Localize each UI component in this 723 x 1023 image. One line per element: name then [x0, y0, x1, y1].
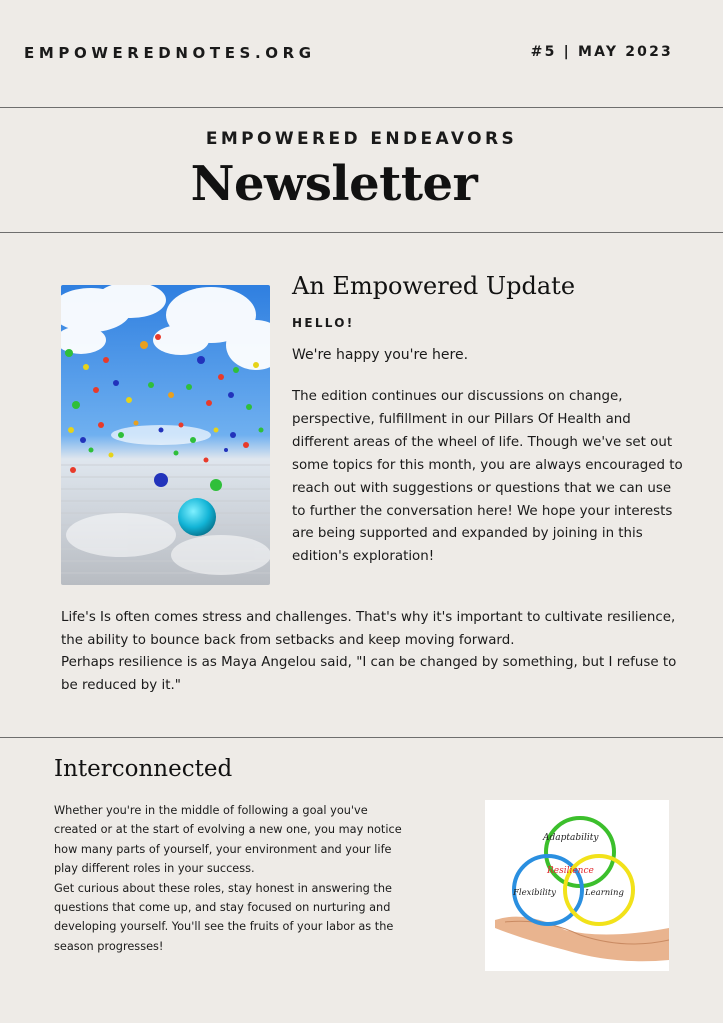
- resilience-label: Resilience: [547, 866, 594, 876]
- site-name[interactable]: EMPOWEREDNOTES.ORG: [24, 44, 316, 62]
- interconnected-paragraph: Whether you're in the middle of following a goal you've created or at the start of evolving a new one, you may notice how many parts of yourself, your environment and your life play different roles in your success.: [54, 804, 402, 876]
- greeting-label: HELLO!: [292, 316, 355, 330]
- top-bar: [0, 0, 723, 107]
- update-heading: An Empowered Update: [292, 272, 576, 300]
- edition-paragraph: The edition continues our discussions on change, perspective, fulfillment in our Pillars Of Health and different areas of the wheel of life. Though we've set out some topics for this month, you are always encouraged to reach out with suggestions or questions that we can use to further the conversation here! We hope your interests are being supported and expanded by joining in this edition's exploration!: [292, 389, 683, 565]
- learning-label: Learning: [585, 888, 624, 898]
- interconnected-paragraph: Get curious about these roles, stay honest in answering the questions that come up, and stay focused on nurturing and developing yourself. You'll see the fruits of your labor as the season progresses!: [54, 881, 394, 953]
- interconnected-body: [54, 801, 414, 956]
- resilience-paragraph: Life's Is often comes stress and challenges. That's why it's important to cultivate resilience, the ability to bounce back from setbacks and keep moving forward.: [61, 610, 676, 648]
- masthead-title: Newsletter: [190, 156, 478, 212]
- adaptability-label: Adaptability: [543, 833, 599, 843]
- intro-text: We're happy you're here.: [292, 347, 469, 363]
- resilience-venn-image: [485, 800, 669, 971]
- resilience-section: [61, 607, 679, 697]
- balloons-stairs-image: [61, 285, 270, 585]
- flexibility-label: Flexibility: [513, 888, 556, 898]
- divider-masthead: [0, 232, 723, 233]
- issue-date: #5 | MAY 2023: [530, 44, 673, 60]
- masthead: [0, 108, 723, 232]
- quote-paragraph: Perhaps resilience is as Maya Angelou said, "I can be changed by something, but I refuse to be reduced by it.": [61, 655, 677, 693]
- masthead-kicker: EMPOWERED ENDEAVORS: [205, 129, 518, 149]
- interconnected-heading: Interconnected: [54, 756, 233, 782]
- divider-interconnected: [0, 737, 723, 738]
